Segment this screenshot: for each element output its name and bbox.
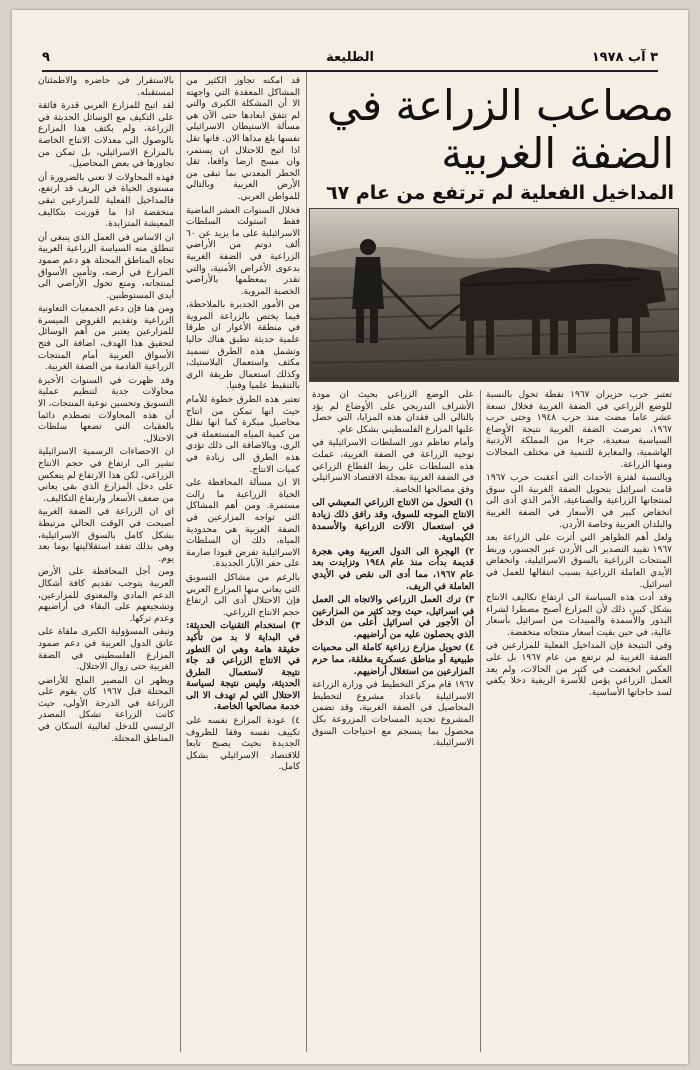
column-divider — [480, 390, 481, 1052]
column-divider — [306, 72, 307, 1052]
column-left — [38, 76, 174, 1051]
issue-date: ٣ آب ١٩٧٨ — [591, 50, 658, 65]
paragraph: ١٩٦٧ قام مركز التخطيط في وزارة الزراعة الاسرائيلية باعداد مشروع لتخطيط المحاصيل في الضفة الغربية، وقد تضمن المشروع تحديد المساحات المزروعة بكل محصول بما ينسجم مع احتياجات السوق الاسرائيلية. — [312, 680, 474, 749]
paragraph: ٢) الهجرة الى الدول العربية وهي هجرة قديمة بدأت منذ عام ١٩٤٨ وتزايدت بعد عام ١٩٦٧، مما أدى الى نقص في الأيدي العاملة في الريف. — [312, 546, 474, 592]
paragraph: ولعل أهم الظواهر التي أثرت على الزراعة بعد ١٩٦٧ تقييد التصدير الى الأردن عبر الجسور، وربط المنتجات الزراعية بالسوق الاسرائيلية، وانخفاض الأيدي العاملة الزراعية بسبب انتقالها للعمل في اسرائيل. — [486, 533, 672, 590]
paragraph: ومن هنا فإن دعم الجمعيات التعاونية الزراعية وتقديم القروض الميسرة للمزارعين يعتبر من أهم الوسائل لتحقيق هذا الهدف، اضافة الى فتح الأسواق العربية أمام المنتجات الزراعية القادمة من الضفة الغربية. — [38, 304, 174, 373]
paragraph: وتبقى المسؤولية الكبرى ملقاة على عاتق الدول العربية في دعم صمود المزارع الفلسطيني في الضفة الغربية حتى زوال الاحتلال. — [38, 627, 174, 673]
page-header — [42, 48, 658, 72]
paragraph: ويظهر ان المصير الملح للأراضي المحتلة قبل ١٩٦٧ كان يقوم على الزراعة في الدرجة الأولى، حيث كانت الزراعة تشكل المصدر الرئيسي للدخل لغالبية السكان في المناطق المحتلة. — [38, 675, 174, 744]
paragraph: ٤) تحويل مزارع زراعية كاملة الى محميات طبيعية أو مناطق عسكرية مغلقة، مما حرم المزارعين من استغلال أراضيهم. — [312, 643, 474, 677]
farmer-ploughing-photo — [309, 208, 679, 382]
headline: مصاعب الزراعة في الضفة الغربية — [327, 81, 674, 178]
page-number: ٩ — [42, 50, 50, 65]
paragraph: على الوضع الزراعي بحيث ان مودة الأشراف التدريجي على الأوضاع لم يؤد بالتالي الى فقدان هذه المزايا، التي حصل عليها المزارع الفلسطيني بشكل عام. — [312, 390, 474, 435]
paragraph: تعتبر حرب حزيران ١٩٦٧ نقطة تحول بالنسبة للوضع الزراعي في الضفة الغربية فخلال تسعة عشر عاما مضت منذ حرب ١٩٤٨ وحتى حرب ١٩٦٧، تعرضت الضفة الغربية نتيجة الأوضاع السياسية سعيدة، جزءا من المملكة الأردنية الهاشمية، والمغايرة للتنمية في مختلف المجالات ومنها الزراعة. — [486, 390, 672, 470]
paragraph: لقد اتيح للمزارع العربي قدرة فائقة على التكيف مع الوسائل الحديثة في الزراعة، ولم يكتف هذا المزارع بالوصول الى معدلات الانتاج الخاصة بالمزارع الاسرائيلي، بل تمكن من تجاوزها في بعض المحاصيل. — [38, 101, 174, 170]
paragraph: قد أمكنه تجاوز الكثير من المشاكل المعقدة التي واجهته الا أن المشكلة الكبرى والتي لم تتفق ابعادها حتى الآن هي مسألة الاستيطان الاسرائيلي نفسها بلغ مداها الان. فانها تقل اذا اتيح للاحتلال ان يستمر، وان مسح ارضا واقعا، ثقل الخطر المعدني بما تبقى من الأرض العربية وبالتالي للمواطن العربي. — [186, 76, 300, 202]
paragraph: تعتبر هذه الطرق خطوة للأمام حيث انها تمكن من انتاج محاصيل مبكرة كما انها تقلل من كمية المياه المستعملة في الري، وبالاضافة الى ذلك تؤدي هذه الطرق الى زيادة في كميات الانتاج. — [186, 395, 300, 475]
column-middle-left — [186, 76, 300, 1051]
paragraph: ومن أجل المحافظة على الأرض العربية يتوجب تقديم كافة أشكال الدعم المادي والمعنوي للمزارعين، وتشجيعهم على البقاء في أراضيهم وعدم تركها. — [38, 567, 174, 624]
paragraph: من الأمور الجديرة بالملاحظة، فيما يختص بالزراعة المروية في منطقة الأغوار ان طرقا علمية حديثة تطبق هناك حاليا وتشمل هذه الطرق تسميد مكثف واستعمال البلاستيك، وكذلك استعمال طريقة الري بالتنقيط علميا وفنيا. — [186, 300, 300, 392]
column-middle-lower — [312, 390, 474, 1050]
paragraph: اي ان الزراعة في الضفة الغربية أصبحت في الوقت الحالي مرتبطة بشكل كامل بالسوق الاسرائيلية، وهي بذلك تفقد استقلاليتها يوما بعد يوم. — [38, 507, 174, 564]
paragraph: ان الاساس في العمل الذي ينبغي أن تنطلق منه السياسة الزراعية العربية تجاه المناطق المحتلة هو دعم صمود المزارع في أرضه، وتأمين الأسواق لمنتجاته، ومنع تحول الأراضي الى أيدي المستوطنين. — [38, 232, 174, 301]
newspaper-name: الطليعة — [326, 50, 374, 65]
column-divider — [180, 72, 181, 1052]
paragraph: بالرغم من مشاكل التسويق التي يعاني منها المزارع العربي فإن الاحتلال أدى الى ارتفاع حجم الانتاج الزراعي. — [186, 572, 300, 618]
paragraph: بالاستقرار في حاضره والاطمئنان لمستقبله. — [38, 76, 174, 98]
paragraph: وبالنسبة لفترة الأحداث التي أعقبت حرب ١٩٦٧ قامت اسرائيل بتحويل الضفة الغربية الى سوق لمنتجاتها الزراعية والصناعية، الأمر الذي أدى الى انخفاض كبير في الأسعار في الضفة الغربية والبلدان العربية وخاصة الأردن. — [486, 473, 672, 530]
paragraph: وفي النتيجة فإن المداخيل الفعلية للمزارعين في الضفة الغربية لم ترتفع من عام ١٩٦٧ بل على العكس انخفضت في كثير من الحالات، ولم يعد العمل الزراعي يؤمن للأسرة الريفية دخلا يكفي لسد حاجاتها الأساسية. — [486, 641, 672, 698]
paragraph: وقد ظهرت في السنوات الأخيرة محاولات جدية لتنظيم عملية التسويق وتحسين نوعية المنتجات، الا أن هذه المحاولات تصطدم دائما بالعقبات التي تضعها سلطات الاحتلال. — [38, 375, 174, 444]
paragraph: ١) التحول من الانتاج الزراعي المعيشي الى الانتاج الموجه للسوق، وقد رافق ذلك زيادة في استعمال الآلات الزراعية والأسمدة الكيماوية. — [312, 498, 474, 544]
headline-block — [312, 82, 674, 204]
paragraph: الا ان مسألة المحافظة على الحياة الزراعية ما زالت مستمرة. ومن أهم المشاكل التي تواجه المزارعين في الضفة الغربية هي محدودية المياه، ذلك أن السلطات الاسرائيلية تفرض قيودا صارمة على حفر الآبار الجديدة. — [186, 478, 300, 570]
subheadline: المداخيل الفعلية لم ترتفع من عام ٦٧ — [326, 182, 674, 204]
paragraph: ٣) ترك العمل الزراعي والاتجاه الى العمل في اسرائيل، حيث وجد كثير من المزارعين أن الأجور في اسرائيل أعلى من الدخل الذي يحصلون عليه من أراضيهم. — [312, 595, 474, 640]
paragraph: ان الاحصاءات الرسمية الاسرائيلية تشير الى ارتفاع في حجم الانتاج الزراعي، لكن هذا الارتفاع لم ينعكس على دخل المزارع الذي بقي يعاني من ضعف الأسعار وارتفاع التكاليف. — [38, 447, 174, 504]
paragraph: ٤) عودة المزارع نفسه على تكييف نفسه وفقا للظروف الجديدة بحيث يصبح تابعا للاقتصاد الاسرائيلي بشكل كامل. — [186, 716, 300, 773]
newspaper-page — [12, 10, 688, 1064]
column-right-lower — [486, 390, 672, 1050]
paragraph: فهذه المحاولات لا تعني بالضرورة أن مستوى الحياة في الريف قد ارتفع، فالمداخيل الفعلية للمزارعين تبقى منخفضة اذا ما قورنت بتكاليف المعيشة المتزايدة. — [38, 172, 174, 230]
paragraph: ٣) استخدام التقنيات الحديثة: في البداية لا بد من تأكيد حقيقة هامة وهي ان التطور في الانتاج الزراعي قد جاء نتيجة لاستعمال الطرق الحديثة، وليس نتيجة لسياسة الاحتلال التي لم تهدف الا الى خدمة مصالحها الخاصة. — [186, 621, 300, 713]
paragraph: وقد أدت هذه السياسة الى ارتفاع تكاليف الانتاج بشكل كبير، ذلك لأن المزارع أصبح مضطرا لشراء البذور والأسمدة والمبيدات من اسرائيل بأسعار عالية، في حين بقيت أسعار منتجاته منخفضة. — [486, 593, 672, 638]
paragraph: فخلال السنوات العشر الماضية فقط استولت السلطات الاسرائيلية على ما يزيد عن ٦٠ ألف دونم من الأراضي الزراعية في الضفة الغربية بدعوى الأغراض الأمنية، والتي تقدر بمعظمها بالأراضي الخصبة المروية. — [186, 205, 300, 297]
paragraph: وأمام تعاظم دور السلطات الاسرائيلية في توجيه الزراعة في الضفة الغربية، عملت هذه السلطات على ربط القطاع الزراعي في الضفة الغربية بعجلة الاقتصاد الاسرائيلي وفق مصالحها الخاصة. — [312, 438, 474, 495]
